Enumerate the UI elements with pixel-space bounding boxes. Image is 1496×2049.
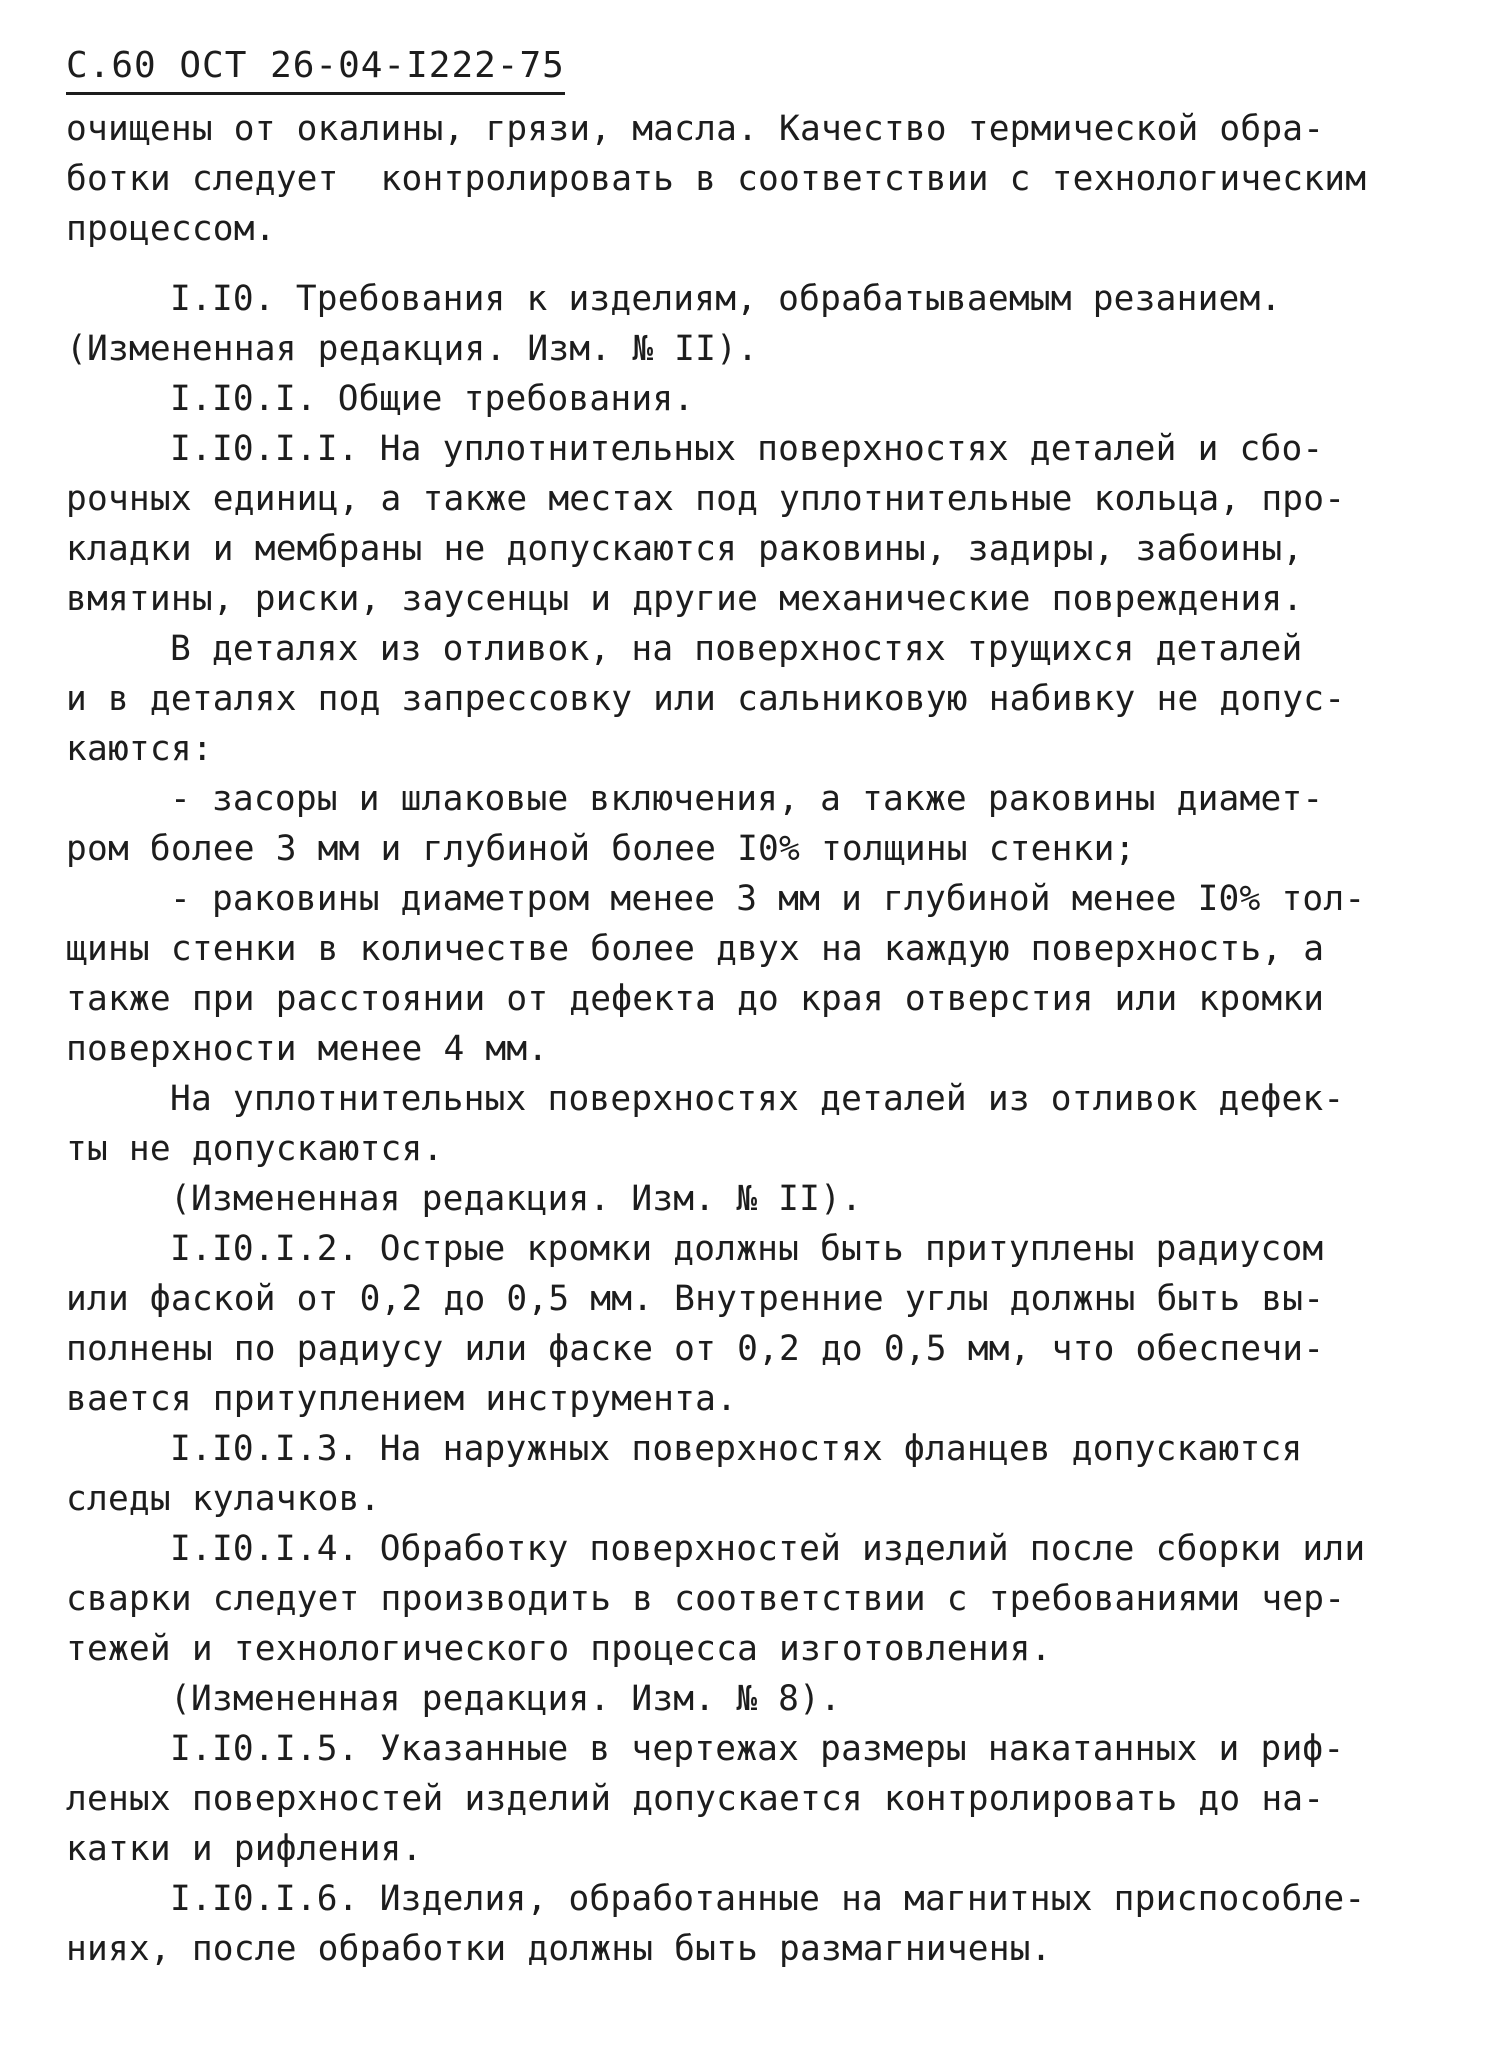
paragraph [66,1424,1426,1524]
text-line: леных поверхностей изделий допускается контролировать до на- [66,1779,1325,1819]
text-line: также при расстоянии от дефекта до края отверстия или кромки [66,979,1325,1019]
text-line: очищены от окалины, грязи, масла. Качество термической обра- [66,109,1325,149]
text-line: процессом. [66,209,276,249]
text-line: (Измененная редакция. Изм. № II). [170,1179,863,1219]
paragraph [66,1224,1426,1424]
text-line: вается притуплением инструмента. [66,1379,738,1419]
text-line: - раковины диаметром менее 3 мм и глубиной менее I0% тол- [170,879,1366,919]
text-line: щины стенки в количестве более двух на каждую поверхность, а [66,929,1325,969]
paragraph [66,774,1426,874]
text-line: I.I0.I.I. На уплотнительных поверхностях деталей и сбо- [170,429,1324,469]
text-line: полнены по радиусу или фаске от 0,2 до 0,5 мм, что обеспечи- [66,1329,1325,1369]
text-line: I.I0.I. Общие требования. [170,379,695,419]
text-line: вмятины, риски, заусенцы и другие механические повреждения. [66,579,1304,619]
text-line: рочных единиц, а также местах под уплотнительные кольца, про- [66,479,1346,519]
text-line: I.I0. Требования к изделиям, обрабатываемым резанием. [170,279,1282,319]
text-line: (Измененная редакция. Изм. № II). [66,329,759,369]
text-line: сварки следует производить в соответствии с требованиями чер- [66,1579,1346,1619]
text-line: ром более 3 мм и глубиной более I0% толщины стенки; [66,829,1136,869]
text-line: I.I0.I.3. На наружных поверхностях фланцев допускаются [170,1429,1303,1469]
paragraph [66,1724,1426,1874]
text-line: I.I0.I.2. Острые кромки должны быть притуплены радиусом [170,1229,1324,1269]
paragraph [66,374,1426,424]
text-line: I.I0.I.6. Изделия, обработанные на магнитных приспособле- [170,1879,1366,1919]
paragraph [66,1524,1426,1674]
text-line: На уплотнительных поверхностях деталей из отливок дефек- [170,1079,1345,1119]
text-line: I.I0.I.5. Указанные в чертежах размеры накатанных и риф- [170,1729,1345,1769]
text-line: В деталях из отливок, на поверхностях трущихся деталей [170,629,1303,669]
paragraph [66,104,1426,254]
text-line: или фаской от 0,2 до 0,5 мм. Внутренние углы должны быть вы- [66,1279,1325,1319]
text-line: и в деталях под запрессовку или сальниковую набивку не допус- [66,679,1346,719]
paragraph [66,874,1426,1074]
text-line: кладки и мембраны не допускаются раковины, задиры, забоины, [66,529,1304,569]
text-line: ниях, после обработки должны быть размагничены. [66,1929,1052,1969]
page-header: С.60 ОСТ 26-04-I222-75 [66,46,565,95]
text-line: каются: [66,729,213,769]
text-line: поверхности менее 4 мм. [66,1029,549,1069]
text-line: катки и рифления. [66,1829,423,1869]
paragraph [66,1074,1426,1174]
paragraph [66,424,1426,624]
text-line: - засоры и шлаковые включения, а также раковины диамет- [170,779,1324,819]
text-line: тежей и технологического процесса изготовления. [66,1629,1052,1669]
text-line: (Измененная редакция. Изм. № 8). [170,1679,842,1719]
paragraph [66,1174,1426,1224]
paragraph [66,274,1426,374]
text-line: ботки следует контролировать в соответствии с технологическим [66,159,1367,199]
paragraph [66,1874,1426,1974]
text-line: следы кулачков. [66,1479,381,1519]
text-line: I.I0.I.4. Обработку поверхностей изделий после сборки или [170,1529,1366,1569]
text-line: ты не допускаются. [66,1129,444,1169]
paragraph [66,1674,1426,1724]
paragraph [66,624,1426,774]
document-body [66,104,1426,1974]
